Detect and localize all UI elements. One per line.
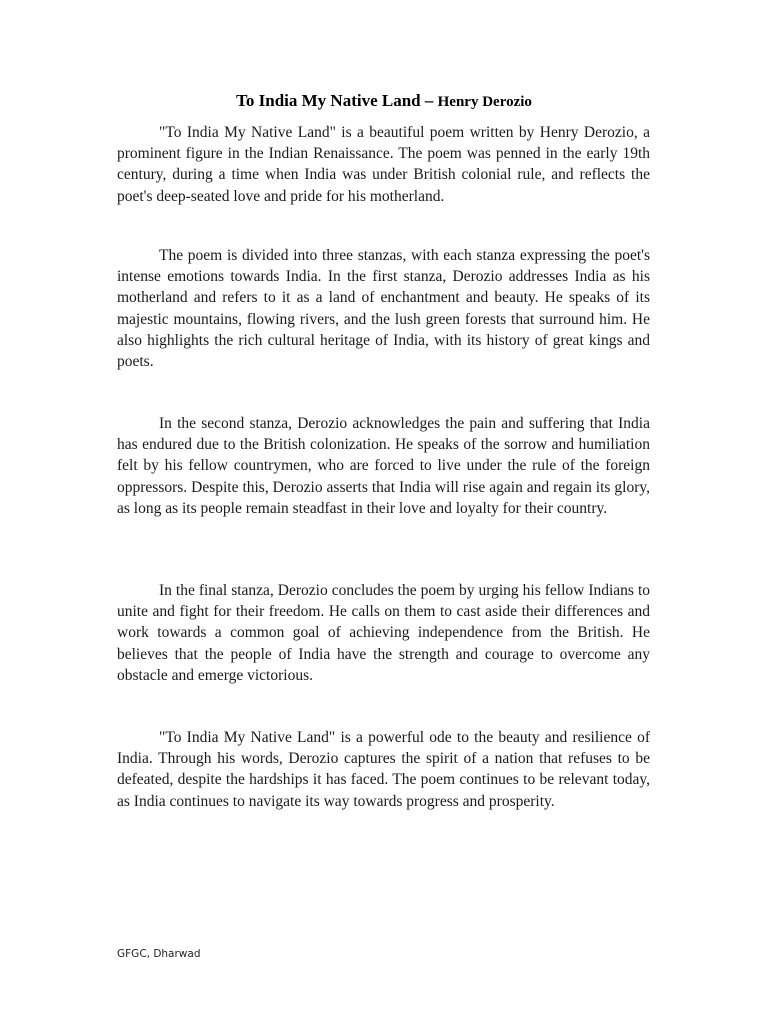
title-separator: – [424,91,434,110]
paragraph-first-stanza: The poem is divided into three stanzas, with each stanza expressing the poet's intense emotions towards India. In the first stanza, Derozio addresses India as his motherland and refers to it as a land of enchantment and beauty. He speaks of its majestic mountains, flowing rivers, and the lush green forests that surround him. He also highlights the rich cultural heritage of India, with its history of great kings and poets. [117,247,650,371]
page-title [0,90,768,113]
paragraph-intro: "To India My Native Land" is a beautiful poem written by Henry Derozio, a prominent figure in the Indian Renaissance. The poem was penned in the early 19th century, during a time when India was under British colonial rule, and reflects the poet's deep-seated love and pride for his motherland. [117,124,650,205]
paragraph-conclusion: "To India My Native Land" is a powerful ode to the beauty and resilience of India. Through his words, Derozio captures the spirit of a nation that refuses to be defeated, despite the hardships it has faced. The poem continues to be relevant today, as India continues to navigate its way towards progress and prosperity. [117,729,650,810]
paragraph-final-stanza: In the final stanza, Derozio concludes the poem by urging his fellow Indians to unite and fight for their freedom. He calls on them to cast aside their differences and work towards a common goal of achieving independence from the British. He believes that the people of India have the strength and courage to overcome any obstacle and emerge victorious. [117,582,650,684]
paragraph-second-stanza: In the second stanza, Derozio acknowledges the pain and suffering that India has endured due to the British colonization. He speaks of the sorrow and humiliation felt by his fellow countrymen, who are forced to live under the rule of the foreign oppressors. Despite this, Derozio asserts that India will rise again and regain its glory, as long as its people remain steadfast in their love and loyalty for their country. [117,415,650,517]
page-footer: GFGC, Dharwad [117,948,201,960]
author-name: Henry Derozio [437,94,532,110]
title-text: To India My Native Land [236,91,421,110]
